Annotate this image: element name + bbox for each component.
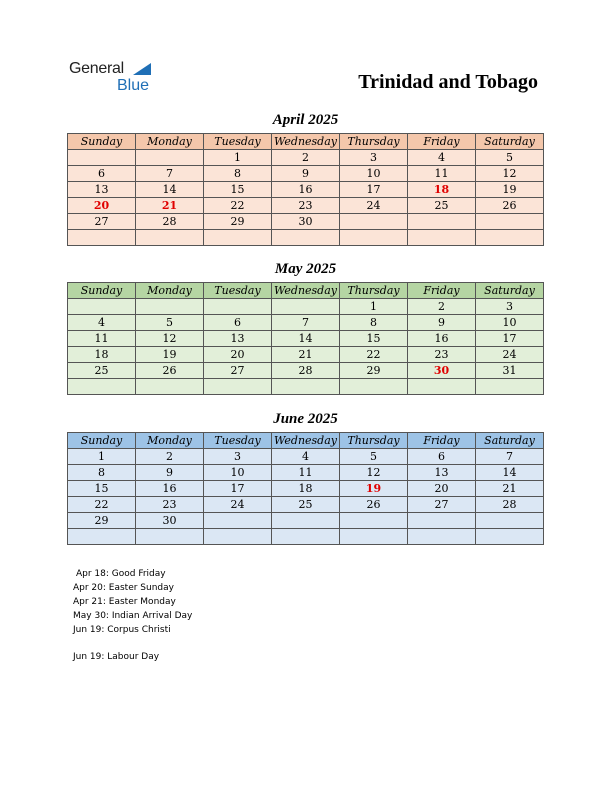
- day-cell: 29: [204, 214, 272, 230]
- day-cell: 8: [68, 465, 136, 481]
- day-cell: 28: [272, 363, 340, 379]
- empty-day-cell: [340, 529, 408, 545]
- empty-day-cell: [340, 379, 408, 395]
- day-cell: 16: [408, 331, 476, 347]
- day-cell: 11: [272, 465, 340, 481]
- holiday-day-cell: 30: [408, 363, 476, 379]
- day-cell: 15: [340, 331, 408, 347]
- weekday-header-row: [68, 283, 544, 299]
- week-row: [68, 299, 544, 315]
- day-cell: 25: [408, 198, 476, 214]
- day-cell: 23: [408, 347, 476, 363]
- empty-day-cell: [408, 230, 476, 246]
- day-cell: 7: [272, 315, 340, 331]
- day-cell: 8: [204, 166, 272, 182]
- day-cell: 4: [272, 449, 340, 465]
- day-cell: 3: [204, 449, 272, 465]
- day-cell: 9: [408, 315, 476, 331]
- day-cell: 10: [476, 315, 544, 331]
- day-cell: 26: [136, 363, 204, 379]
- logo-general-text: General: [69, 60, 124, 77]
- week-row: [68, 198, 544, 214]
- logo-blue-text: Blue: [117, 77, 150, 94]
- day-cell: 13: [68, 182, 136, 198]
- day-cell: 18: [272, 481, 340, 497]
- country-title: Trinidad and Tobago: [358, 71, 538, 93]
- holiday-notes: [73, 567, 192, 664]
- week-row: [68, 363, 544, 379]
- holiday-note: Apr 21: Easter Monday: [73, 597, 176, 607]
- day-cell: 29: [340, 363, 408, 379]
- extra-holiday-list: [73, 650, 192, 664]
- logo: [69, 60, 159, 96]
- day-cell: 14: [476, 465, 544, 481]
- empty-day-cell: [272, 230, 340, 246]
- empty-day-cell: [340, 513, 408, 529]
- week-row: [68, 497, 544, 513]
- empty-day-cell: [408, 379, 476, 395]
- weekday-header: Saturday: [476, 283, 544, 299]
- day-cell: 17: [340, 182, 408, 198]
- day-cell: 28: [476, 497, 544, 513]
- day-cell: 13: [408, 465, 476, 481]
- week-row: [68, 481, 544, 497]
- empty-day-cell: [204, 230, 272, 246]
- week-row: [68, 379, 544, 395]
- weekday-header: Tuesday: [204, 433, 272, 449]
- day-cell: 19: [476, 182, 544, 198]
- day-cell: 14: [272, 331, 340, 347]
- day-cell: 24: [476, 347, 544, 363]
- week-row: [68, 182, 544, 198]
- day-cell: 1: [204, 150, 272, 166]
- holiday-note: Apr 18: Good Friday: [76, 569, 166, 579]
- june-calendar-table: [67, 432, 544, 545]
- day-cell: 7: [136, 166, 204, 182]
- day-cell: 7: [476, 449, 544, 465]
- empty-day-cell: [476, 529, 544, 545]
- day-cell: 5: [136, 315, 204, 331]
- empty-day-cell: [408, 529, 476, 545]
- notes-gap: [73, 637, 192, 650]
- day-cell: 27: [68, 214, 136, 230]
- holiday-day-cell: 21: [136, 198, 204, 214]
- logo-triangle-icon: [133, 63, 151, 75]
- day-cell: 15: [204, 182, 272, 198]
- empty-day-cell: [136, 230, 204, 246]
- empty-day-cell: [136, 529, 204, 545]
- may-calendar-table: [67, 282, 544, 395]
- day-cell: 6: [68, 166, 136, 182]
- day-cell: 23: [272, 198, 340, 214]
- empty-day-cell: [136, 379, 204, 395]
- weekday-header: Monday: [136, 433, 204, 449]
- day-cell: 5: [340, 449, 408, 465]
- holiday-day-cell: 20: [68, 198, 136, 214]
- empty-day-cell: [408, 214, 476, 230]
- week-row: [68, 513, 544, 529]
- day-cell: 23: [136, 497, 204, 513]
- weekday-header: Sunday: [68, 283, 136, 299]
- day-cell: 30: [272, 214, 340, 230]
- day-cell: 3: [476, 299, 544, 315]
- empty-day-cell: [204, 379, 272, 395]
- day-cell: 21: [272, 347, 340, 363]
- day-cell: 27: [408, 497, 476, 513]
- weekday-header-row: [68, 134, 544, 150]
- empty-day-cell: [136, 299, 204, 315]
- weekday-header-row: [68, 433, 544, 449]
- empty-day-cell: [68, 379, 136, 395]
- day-cell: 24: [204, 497, 272, 513]
- empty-day-cell: [476, 379, 544, 395]
- day-cell: 6: [408, 449, 476, 465]
- holiday-day-cell: 19: [340, 481, 408, 497]
- empty-day-cell: [476, 513, 544, 529]
- day-cell: 21: [476, 481, 544, 497]
- empty-day-cell: [204, 529, 272, 545]
- weekday-header: Sunday: [68, 134, 136, 150]
- day-cell: 25: [68, 363, 136, 379]
- day-cell: 9: [272, 166, 340, 182]
- day-cell: 16: [136, 481, 204, 497]
- week-row: [68, 465, 544, 481]
- day-cell: 10: [204, 465, 272, 481]
- empty-day-cell: [272, 299, 340, 315]
- day-cell: 25: [272, 497, 340, 513]
- empty-day-cell: [204, 513, 272, 529]
- week-row: [68, 449, 544, 465]
- day-cell: 5: [476, 150, 544, 166]
- holiday-day-cell: 18: [408, 182, 476, 198]
- holiday-note: Jun 19: Corpus Christi: [73, 625, 171, 635]
- holiday-note: May 30: Indian Arrival Day: [73, 611, 193, 621]
- day-cell: 2: [136, 449, 204, 465]
- weekday-header: Tuesday: [204, 134, 272, 150]
- weekday-header: Saturday: [476, 433, 544, 449]
- empty-day-cell: [340, 230, 408, 246]
- day-cell: 16: [272, 182, 340, 198]
- june-title: June 2025: [273, 411, 338, 427]
- week-row: [68, 214, 544, 230]
- day-cell: 31: [476, 363, 544, 379]
- week-row: [68, 529, 544, 545]
- weekday-header: Friday: [408, 283, 476, 299]
- week-row: [68, 150, 544, 166]
- holiday-note: Apr 20: Easter Sunday: [73, 583, 174, 593]
- empty-day-cell: [68, 299, 136, 315]
- day-cell: 26: [340, 497, 408, 513]
- day-cell: 13: [204, 331, 272, 347]
- day-cell: 12: [476, 166, 544, 182]
- weekday-header: Friday: [408, 134, 476, 150]
- april-calendar-table: [67, 133, 544, 246]
- day-cell: 19: [136, 347, 204, 363]
- empty-day-cell: [272, 379, 340, 395]
- holiday-list: [73, 567, 192, 637]
- week-row: [68, 315, 544, 331]
- day-cell: 24: [340, 198, 408, 214]
- weekday-header: Thursday: [340, 283, 408, 299]
- week-row: [68, 230, 544, 246]
- empty-day-cell: [476, 214, 544, 230]
- day-cell: 1: [68, 449, 136, 465]
- weekday-header: Saturday: [476, 134, 544, 150]
- weekday-header: Monday: [136, 134, 204, 150]
- day-cell: 12: [340, 465, 408, 481]
- day-cell: 22: [68, 497, 136, 513]
- day-cell: 1: [340, 299, 408, 315]
- weekday-header: Thursday: [340, 433, 408, 449]
- weekday-header: Wednesday: [272, 283, 340, 299]
- day-cell: 10: [340, 166, 408, 182]
- empty-day-cell: [68, 230, 136, 246]
- empty-day-cell: [408, 513, 476, 529]
- day-cell: 18: [68, 347, 136, 363]
- day-cell: 14: [136, 182, 204, 198]
- day-cell: 8: [340, 315, 408, 331]
- weekday-header: Wednesday: [272, 433, 340, 449]
- week-row: [68, 166, 544, 182]
- empty-day-cell: [68, 529, 136, 545]
- weekday-header: Thursday: [340, 134, 408, 150]
- day-cell: 6: [204, 315, 272, 331]
- day-cell: 20: [204, 347, 272, 363]
- weekday-header: Sunday: [68, 433, 136, 449]
- week-row: [68, 331, 544, 347]
- empty-day-cell: [272, 513, 340, 529]
- weekday-header: Friday: [408, 433, 476, 449]
- day-cell: 17: [204, 481, 272, 497]
- day-cell: 2: [408, 299, 476, 315]
- empty-day-cell: [68, 150, 136, 166]
- day-cell: 4: [68, 315, 136, 331]
- may-title: May 2025: [274, 261, 337, 277]
- day-cell: 17: [476, 331, 544, 347]
- day-cell: 28: [136, 214, 204, 230]
- day-cell: 20: [408, 481, 476, 497]
- empty-day-cell: [272, 529, 340, 545]
- april-title: April 2025: [272, 112, 339, 128]
- week-row: [68, 347, 544, 363]
- empty-day-cell: [136, 150, 204, 166]
- weekday-header: Tuesday: [204, 283, 272, 299]
- day-cell: 22: [204, 198, 272, 214]
- weekday-header: Monday: [136, 283, 204, 299]
- day-cell: 26: [476, 198, 544, 214]
- day-cell: 12: [136, 331, 204, 347]
- day-cell: 29: [68, 513, 136, 529]
- holiday-note: Jun 19: Labour Day: [73, 652, 160, 662]
- day-cell: 9: [136, 465, 204, 481]
- empty-day-cell: [476, 230, 544, 246]
- day-cell: 3: [340, 150, 408, 166]
- day-cell: 30: [136, 513, 204, 529]
- weekday-header: Wednesday: [272, 134, 340, 150]
- day-cell: 11: [408, 166, 476, 182]
- day-cell: 27: [204, 363, 272, 379]
- day-cell: 2: [272, 150, 340, 166]
- day-cell: 15: [68, 481, 136, 497]
- empty-day-cell: [340, 214, 408, 230]
- day-cell: 22: [340, 347, 408, 363]
- day-cell: 11: [68, 331, 136, 347]
- empty-day-cell: [204, 299, 272, 315]
- day-cell: 4: [408, 150, 476, 166]
